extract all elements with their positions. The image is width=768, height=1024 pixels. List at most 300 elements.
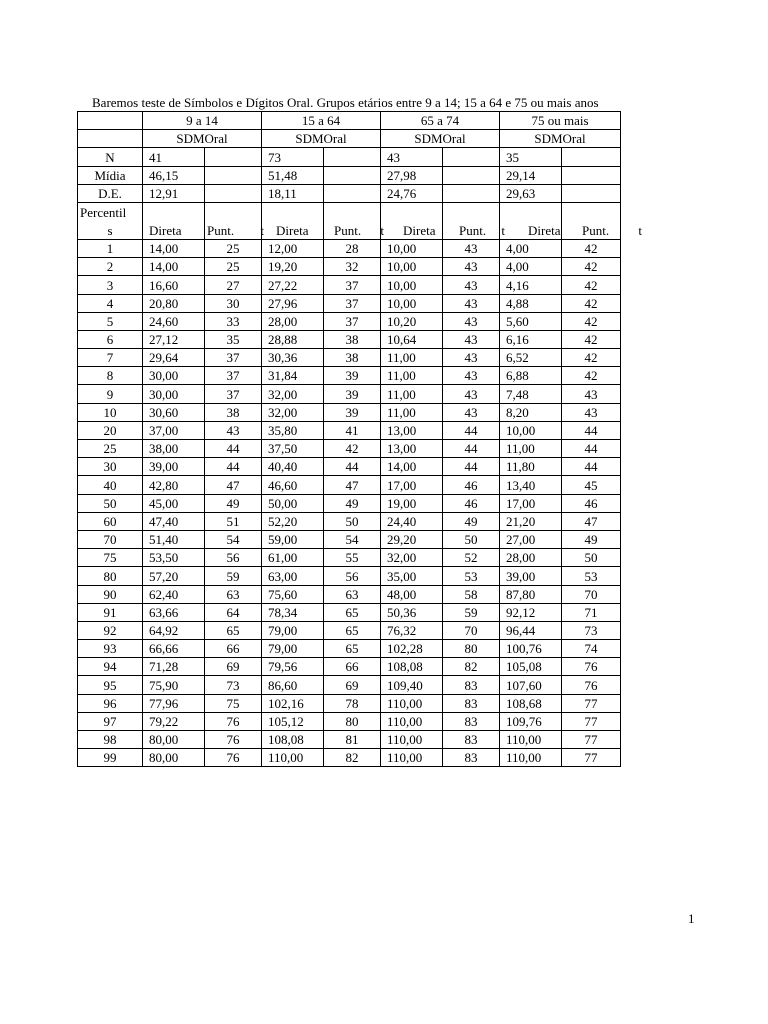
percentil-label-line2: s xyxy=(107,222,113,238)
media-row xyxy=(78,166,621,184)
n-value: 43 xyxy=(381,148,443,166)
empty-cell xyxy=(562,148,621,166)
direta-value: 29,20 xyxy=(381,530,443,548)
table-row xyxy=(78,567,621,585)
punt-value: 43 xyxy=(562,403,621,421)
table-row xyxy=(78,440,621,458)
punt-header xyxy=(324,202,384,239)
direta-label: Direta xyxy=(149,222,182,238)
table-row xyxy=(78,258,621,276)
punt-header xyxy=(205,202,262,239)
table-row xyxy=(78,585,621,603)
direta-value: 30,60 xyxy=(143,403,205,421)
direta-value: 71,28 xyxy=(143,658,205,676)
punt-value: 83 xyxy=(443,676,500,694)
percentil-value: 3 xyxy=(78,276,143,294)
punt-value: 47 xyxy=(562,512,621,530)
n-value: 41 xyxy=(143,148,205,166)
punt-value: 50 xyxy=(562,549,621,567)
media-value: 51,48 xyxy=(262,166,324,184)
direta-value: 110,00 xyxy=(381,731,443,749)
table-row xyxy=(78,549,621,567)
direta-value: 96,44 xyxy=(500,621,562,639)
punt-value: 65 xyxy=(324,621,381,639)
t-label: t xyxy=(380,222,384,238)
table-row xyxy=(78,731,621,749)
direta-value: 79,00 xyxy=(262,640,324,658)
punt-value: 55 xyxy=(324,549,381,567)
punt-value: 83 xyxy=(443,731,500,749)
direta-value: 30,36 xyxy=(262,349,324,367)
punt-value: 59 xyxy=(443,603,500,621)
table-row xyxy=(78,239,621,257)
punt-value: 43 xyxy=(443,367,500,385)
punt-value: 27 xyxy=(205,276,262,294)
punt-value: 66 xyxy=(324,658,381,676)
test-name-row xyxy=(78,130,621,148)
punt-value: 46 xyxy=(562,494,621,512)
punt-value: 44 xyxy=(443,440,500,458)
direta-value: 12,00 xyxy=(262,239,324,257)
punt-value: 39 xyxy=(324,385,381,403)
punt-value: 76 xyxy=(205,731,262,749)
direta-value: 19,20 xyxy=(262,258,324,276)
direta-value: 32,00 xyxy=(262,385,324,403)
de-value: 24,76 xyxy=(381,184,443,202)
direta-value: 19,00 xyxy=(381,494,443,512)
n-value: 73 xyxy=(262,148,324,166)
direta-header xyxy=(262,202,324,239)
punt-value: 47 xyxy=(205,476,262,494)
direta-value: 77,96 xyxy=(143,694,205,712)
punt-value: 56 xyxy=(324,567,381,585)
punt-value: 44 xyxy=(562,440,621,458)
direta-value: 110,00 xyxy=(381,694,443,712)
table-row xyxy=(78,676,621,694)
direta-value: 64,92 xyxy=(143,621,205,639)
percentil-value: 99 xyxy=(78,749,143,767)
punt-value: 66 xyxy=(205,640,262,658)
punt-value: 44 xyxy=(443,421,500,439)
direta-value: 42,80 xyxy=(143,476,205,494)
direta-value: 27,00 xyxy=(500,530,562,548)
empty-cell xyxy=(205,166,262,184)
punt-value: 43 xyxy=(443,258,500,276)
direta-value: 13,40 xyxy=(500,476,562,494)
percentil-value: 5 xyxy=(78,312,143,330)
direta-value: 102,28 xyxy=(381,640,443,658)
empty-cell xyxy=(443,148,500,166)
punt-value: 44 xyxy=(205,458,262,476)
direta-value: 6,88 xyxy=(500,367,562,385)
de-value: 18,11 xyxy=(262,184,324,202)
empty-cell xyxy=(562,184,621,202)
direta-value: 66,66 xyxy=(143,640,205,658)
direta-value: 92,12 xyxy=(500,603,562,621)
punt-value: 49 xyxy=(205,494,262,512)
punt-value: 43 xyxy=(443,276,500,294)
de-row xyxy=(78,184,621,202)
punt-value: 50 xyxy=(443,530,500,548)
direta-value: 4,00 xyxy=(500,239,562,257)
direta-value: 38,00 xyxy=(143,440,205,458)
direta-value: 10,00 xyxy=(381,258,443,276)
direta-value: 6,16 xyxy=(500,330,562,348)
direta-value: 110,00 xyxy=(381,712,443,730)
punt-value: 71 xyxy=(562,603,621,621)
punt-value: 25 xyxy=(205,258,262,276)
direta-value: 17,00 xyxy=(381,476,443,494)
punt-header xyxy=(443,202,505,239)
age-group-header-row xyxy=(78,112,621,130)
punt-value: 63 xyxy=(324,585,381,603)
direta-value: 28,88 xyxy=(262,330,324,348)
direta-label: Direta xyxy=(276,222,309,238)
punt-value: 83 xyxy=(443,694,500,712)
direta-header xyxy=(500,202,562,239)
direta-value: 48,00 xyxy=(381,585,443,603)
direta-value: 46,60 xyxy=(262,476,324,494)
direta-value: 6,52 xyxy=(500,349,562,367)
direta-value: 11,00 xyxy=(381,367,443,385)
de-value: 12,91 xyxy=(143,184,205,202)
direta-value: 63,66 xyxy=(143,603,205,621)
direta-value: 61,00 xyxy=(262,549,324,567)
percentil-value: 94 xyxy=(78,658,143,676)
direta-value: 87,80 xyxy=(500,585,562,603)
direta-value: 13,00 xyxy=(381,440,443,458)
punt-label: Punt. xyxy=(582,222,610,238)
punt-value: 56 xyxy=(205,549,262,567)
percentil-label-line1: Percentil xyxy=(80,204,127,220)
punt-value: 49 xyxy=(562,530,621,548)
table-row xyxy=(78,294,621,312)
test-name: SDMOral xyxy=(143,130,262,148)
direta-value: 11,80 xyxy=(500,458,562,476)
punt-label: Punt. xyxy=(334,222,362,238)
t-label: t xyxy=(638,222,642,238)
punt-value: 42 xyxy=(562,294,621,312)
percentil-value: 8 xyxy=(78,367,143,385)
percentil-value: 92 xyxy=(78,621,143,639)
percentil-value: 60 xyxy=(78,512,143,530)
empty-cell xyxy=(443,166,500,184)
punt-label: Punt. xyxy=(207,222,235,238)
direta-value: 80,00 xyxy=(143,749,205,767)
punt-value: 42 xyxy=(562,349,621,367)
direta-value: 50,36 xyxy=(381,603,443,621)
direta-value: 14,00 xyxy=(381,458,443,476)
punt-value: 42 xyxy=(562,276,621,294)
percentil-value: 91 xyxy=(78,603,143,621)
punt-value: 37 xyxy=(205,367,262,385)
punt-value: 37 xyxy=(324,294,381,312)
age-group-header: 15 a 64 xyxy=(262,112,381,130)
direta-value: 40,40 xyxy=(262,458,324,476)
punt-value: 33 xyxy=(205,312,262,330)
table-row xyxy=(78,403,621,421)
punt-value: 30 xyxy=(205,294,262,312)
direta-value: 107,60 xyxy=(500,676,562,694)
direta-value: 108,08 xyxy=(381,658,443,676)
punt-value: 76 xyxy=(562,676,621,694)
test-name: SDMOral xyxy=(262,130,381,148)
percentil-value: 75 xyxy=(78,549,143,567)
direta-value: 109,76 xyxy=(500,712,562,730)
punt-value: 42 xyxy=(562,330,621,348)
empty-cell xyxy=(324,166,381,184)
punt-value: 42 xyxy=(562,258,621,276)
punt-value: 69 xyxy=(205,658,262,676)
baremos-table xyxy=(77,111,642,767)
punt-value: 38 xyxy=(324,349,381,367)
punt-value: 37 xyxy=(324,312,381,330)
row-label-n: N xyxy=(78,148,143,166)
punt-value: 69 xyxy=(324,676,381,694)
direta-value: 11,00 xyxy=(500,440,562,458)
percentil-value: 9 xyxy=(78,385,143,403)
punt-value: 58 xyxy=(443,585,500,603)
punt-value: 35 xyxy=(205,330,262,348)
direta-value: 51,40 xyxy=(143,530,205,548)
test-name: SDMOral xyxy=(500,130,621,148)
age-group-header: 9 a 14 xyxy=(143,112,262,130)
media-value: 29,14 xyxy=(500,166,562,184)
percentil-value: 30 xyxy=(78,458,143,476)
punt-value: 46 xyxy=(443,494,500,512)
table-row xyxy=(78,603,621,621)
punt-value: 53 xyxy=(443,567,500,585)
punt-value: 65 xyxy=(205,621,262,639)
punt-value: 77 xyxy=(562,749,621,767)
punt-value: 45 xyxy=(562,476,621,494)
percentil-value: 10 xyxy=(78,403,143,421)
direta-value: 14,00 xyxy=(143,239,205,257)
punt-value: 28 xyxy=(324,239,381,257)
empty-corner-cell xyxy=(78,112,143,130)
empty-cell xyxy=(324,184,381,202)
punt-value: 65 xyxy=(324,640,381,658)
direta-value: 31,84 xyxy=(262,367,324,385)
direta-value: 20,80 xyxy=(143,294,205,312)
percentil-header xyxy=(78,202,143,239)
direta-value: 108,68 xyxy=(500,694,562,712)
punt-value: 82 xyxy=(324,749,381,767)
direta-value: 10,00 xyxy=(381,294,443,312)
direta-value: 53,50 xyxy=(143,549,205,567)
direta-value: 79,22 xyxy=(143,712,205,730)
direta-value: 10,00 xyxy=(381,239,443,257)
percentil-value: 98 xyxy=(78,731,143,749)
percentil-value: 7 xyxy=(78,349,143,367)
percentil-value: 95 xyxy=(78,676,143,694)
punt-value: 43 xyxy=(443,294,500,312)
punt-value: 80 xyxy=(443,640,500,658)
direta-value: 75,90 xyxy=(143,676,205,694)
direta-value: 57,20 xyxy=(143,567,205,585)
percentil-value: 1 xyxy=(78,239,143,257)
punt-value: 77 xyxy=(562,712,621,730)
direta-value: 10,00 xyxy=(500,421,562,439)
direta-value: 24,40 xyxy=(381,512,443,530)
direta-value: 110,00 xyxy=(500,749,562,767)
direta-value: 80,00 xyxy=(143,731,205,749)
punt-value: 73 xyxy=(562,621,621,639)
direta-value: 109,40 xyxy=(381,676,443,694)
punt-value: 43 xyxy=(443,403,500,421)
table-row xyxy=(78,476,621,494)
punt-value: 70 xyxy=(562,585,621,603)
direta-value: 35,00 xyxy=(381,567,443,585)
punt-value: 73 xyxy=(205,676,262,694)
punt-value: 25 xyxy=(205,239,262,257)
punt-value: 50 xyxy=(324,512,381,530)
percentil-value: 40 xyxy=(78,476,143,494)
punt-value: 41 xyxy=(324,421,381,439)
direta-value: 27,22 xyxy=(262,276,324,294)
direta-value: 21,20 xyxy=(500,512,562,530)
punt-value: 83 xyxy=(443,712,500,730)
percentil-value: 93 xyxy=(78,640,143,658)
direta-value: 7,48 xyxy=(500,385,562,403)
table-row xyxy=(78,530,621,548)
punt-value: 74 xyxy=(562,640,621,658)
percentil-value: 4 xyxy=(78,294,143,312)
age-group-header: 75 ou mais xyxy=(500,112,621,130)
punt-value: 49 xyxy=(324,494,381,512)
punt-value: 37 xyxy=(205,349,262,367)
punt-value: 42 xyxy=(562,312,621,330)
punt-value: 37 xyxy=(205,385,262,403)
punt-value: 78 xyxy=(324,694,381,712)
empty-corner-cell xyxy=(78,130,143,148)
direta-value: 110,00 xyxy=(381,749,443,767)
punt-value: 77 xyxy=(562,731,621,749)
direta-value: 102,16 xyxy=(262,694,324,712)
punt-value: 44 xyxy=(443,458,500,476)
punt-value: 43 xyxy=(205,421,262,439)
table-row xyxy=(78,658,621,676)
direta-value: 27,12 xyxy=(143,330,205,348)
direta-value: 35,80 xyxy=(262,421,324,439)
direta-value: 4,00 xyxy=(500,258,562,276)
table-row xyxy=(78,621,621,639)
direta-value: 29,64 xyxy=(143,349,205,367)
empty-cell xyxy=(562,166,621,184)
punt-value: 43 xyxy=(443,330,500,348)
direta-value: 4,16 xyxy=(500,276,562,294)
punt-value: 43 xyxy=(443,239,500,257)
empty-cell xyxy=(443,184,500,202)
punt-value: 44 xyxy=(205,440,262,458)
punt-value: 54 xyxy=(205,530,262,548)
direta-value: 39,00 xyxy=(500,567,562,585)
direta-value: 28,00 xyxy=(262,312,324,330)
punt-value: 70 xyxy=(443,621,500,639)
direta-value: 30,00 xyxy=(143,367,205,385)
empty-cell xyxy=(324,148,381,166)
direta-value: 5,60 xyxy=(500,312,562,330)
table-row xyxy=(78,276,621,294)
punt-value: 37 xyxy=(324,276,381,294)
direta-value: 63,00 xyxy=(262,567,324,585)
direta-value: 32,00 xyxy=(262,403,324,421)
n-row xyxy=(78,148,621,166)
direta-value: 24,60 xyxy=(143,312,205,330)
punt-value: 77 xyxy=(562,694,621,712)
page-number: 1 xyxy=(688,911,695,926)
punt-value: 44 xyxy=(562,458,621,476)
percentil-value: 25 xyxy=(78,440,143,458)
direta-value: 79,56 xyxy=(262,658,324,676)
punt-value: 80 xyxy=(324,712,381,730)
direta-value: 50,00 xyxy=(262,494,324,512)
direta-value: 52,20 xyxy=(262,512,324,530)
punt-header xyxy=(562,202,642,239)
direta-value: 11,00 xyxy=(381,385,443,403)
row-label-media: Mídia xyxy=(78,166,143,184)
direta-value: 30,00 xyxy=(143,385,205,403)
punt-value: 46 xyxy=(443,476,500,494)
punt-value: 59 xyxy=(205,567,262,585)
direta-value: 32,00 xyxy=(381,549,443,567)
direta-value: 4,88 xyxy=(500,294,562,312)
direta-value: 10,20 xyxy=(381,312,443,330)
punt-value: 39 xyxy=(324,403,381,421)
direta-value: 108,08 xyxy=(262,731,324,749)
direta-value: 16,60 xyxy=(143,276,205,294)
table-row xyxy=(78,494,621,512)
percentil-value: 96 xyxy=(78,694,143,712)
punt-value: 53 xyxy=(562,567,621,585)
media-value: 46,15 xyxy=(143,166,205,184)
percentil-value: 2 xyxy=(78,258,143,276)
table-row xyxy=(78,749,621,767)
direta-value: 10,64 xyxy=(381,330,443,348)
punt-value: 83 xyxy=(443,749,500,767)
punt-value: 42 xyxy=(562,367,621,385)
direta-header xyxy=(381,202,443,239)
table-row xyxy=(78,712,621,730)
media-value: 27,98 xyxy=(381,166,443,184)
punt-value: 54 xyxy=(324,530,381,548)
direta-value: 78,34 xyxy=(262,603,324,621)
direta-value: 8,20 xyxy=(500,403,562,421)
direta-value: 10,00 xyxy=(381,276,443,294)
table-row xyxy=(78,349,621,367)
direta-value: 76,32 xyxy=(381,621,443,639)
direta-value: 11,00 xyxy=(381,349,443,367)
direta-value: 17,00 xyxy=(500,494,562,512)
empty-cell xyxy=(205,148,262,166)
punt-value: 64 xyxy=(205,603,262,621)
punt-value: 32 xyxy=(324,258,381,276)
direta-value: 105,08 xyxy=(500,658,562,676)
punt-value: 38 xyxy=(324,330,381,348)
table-row xyxy=(78,312,621,330)
punt-value: 75 xyxy=(205,694,262,712)
direta-label: Direta xyxy=(403,222,436,238)
punt-value: 42 xyxy=(562,239,621,257)
punt-value: 76 xyxy=(205,712,262,730)
direta-value: 110,00 xyxy=(262,749,324,767)
punt-value: 49 xyxy=(443,512,500,530)
direta-value: 37,00 xyxy=(143,421,205,439)
direta-value: 62,40 xyxy=(143,585,205,603)
punt-value: 76 xyxy=(562,658,621,676)
direta-value: 13,00 xyxy=(381,421,443,439)
table-row xyxy=(78,367,621,385)
